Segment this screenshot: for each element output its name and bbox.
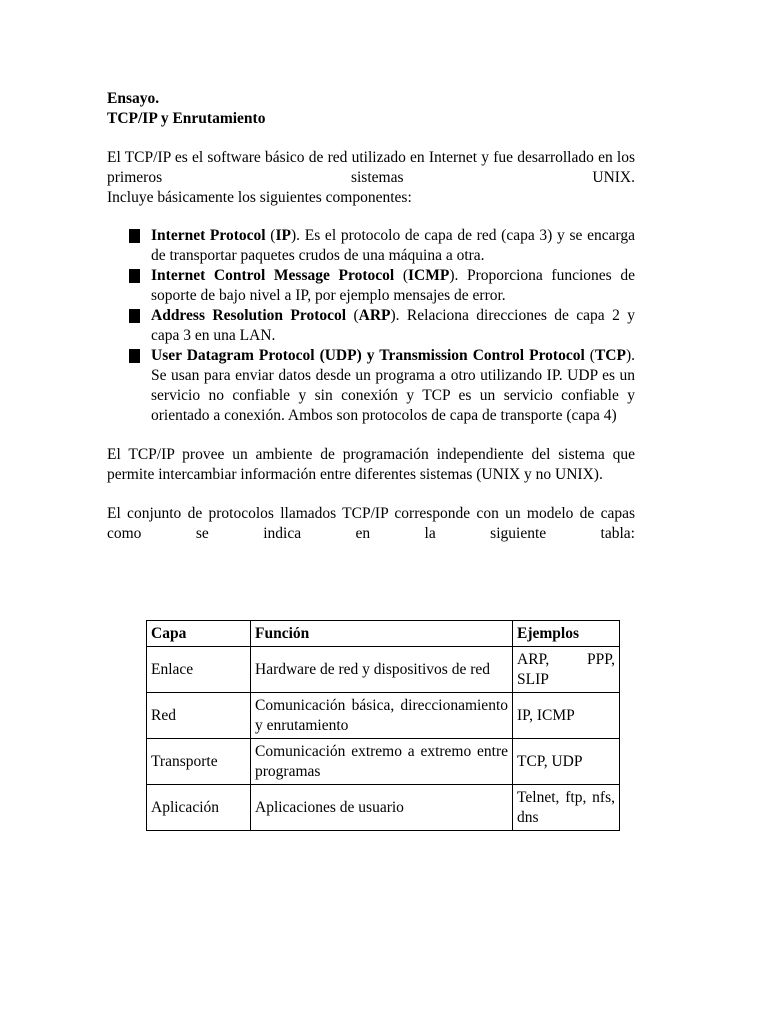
square-bullet-icon [129,349,140,363]
table-cell-funcion: Hardware de red y dispositivos de red [251,647,513,693]
document-page [107,89,635,544]
header-funcion: Función [251,621,513,647]
table-row [147,693,620,739]
table-cell-ejemplos: ARP, PPP, SLIP [513,647,620,693]
table-header-row [147,621,620,647]
document-subtitle: TCP/IP y Enrutamiento [107,110,266,127]
square-bullet-icon [129,229,140,243]
layers-paragraph: El conjunto de protocolos llamados TCP/IP corresponde con un modelo de capas como se indica en la siguiente tabla: [107,505,635,542]
table-cell-ejemplos: IP, ICMP [513,693,620,739]
document-title: Ensayo. [107,90,160,107]
table-cell-capa: Transporte [147,739,251,785]
table-cell-funcion: Comunicación extremo a extremo entre programas [251,739,513,785]
list-item: Address Resolution Protocol (ARP). Relaciona direcciones de capa 2 y capa 3 en una LAN. [107,306,635,346]
list-item: Internet Protocol (IP). Es el protocolo de capa de red (capa 3) y se encarga de transportar paquetes crudos de una máquina a otra. [107,226,635,266]
components-list [107,226,635,426]
header-capa: Capa [147,621,251,647]
table-row [147,739,620,785]
table-cell-capa: Enlace [147,647,251,693]
table-cell-funcion: Aplicaciones de usuario [251,785,513,831]
list-item: User Datagram Protocol (UDP) y Transmission Control Protocol (TCP). Se usan para enviar datos desde un programa a otro utilizando IP. UDP es un servicio no confiable y sin conexión y TCP es un servicio confiable y orientado a conexión. Ambos son protocolos de capa de transporte (capa 4) [107,346,635,426]
square-bullet-icon [129,269,140,283]
table-cell-capa: Red [147,693,251,739]
table-cell-capa: Aplicación [147,785,251,831]
table-cell-funcion: Comunicación básica, direccionamiento y enrutamiento [251,693,513,739]
header-ejemplos: Ejemplos [513,621,620,647]
list-item: Internet Control Message Protocol (ICMP). Proporciona funciones de soporte de bajo nivel a IP, por ejemplo mensajes de error. [107,266,635,306]
layers-table [146,620,620,831]
table-cell-ejemplos: TCP, UDP [513,739,620,785]
environment-paragraph: El TCP/IP provee un ambiente de programación independiente del sistema que permite intercambiar información entre diferentes sistemas (UNIX y no UNIX). [107,446,635,483]
square-bullet-icon [129,309,140,323]
intro-paragraph: El TCP/IP es el software básico de red utilizado en Internet y fue desarrollado en los primeros sistemas UNIX. [107,149,635,186]
table-row [147,785,620,831]
intro-paragraph-line2: Incluye básicamente los siguientes componentes: [107,189,412,206]
table-row [147,647,620,693]
table-cell-ejemplos: Telnet, ftp, nfs, dns [513,785,620,831]
layers-table-container [146,620,620,831]
